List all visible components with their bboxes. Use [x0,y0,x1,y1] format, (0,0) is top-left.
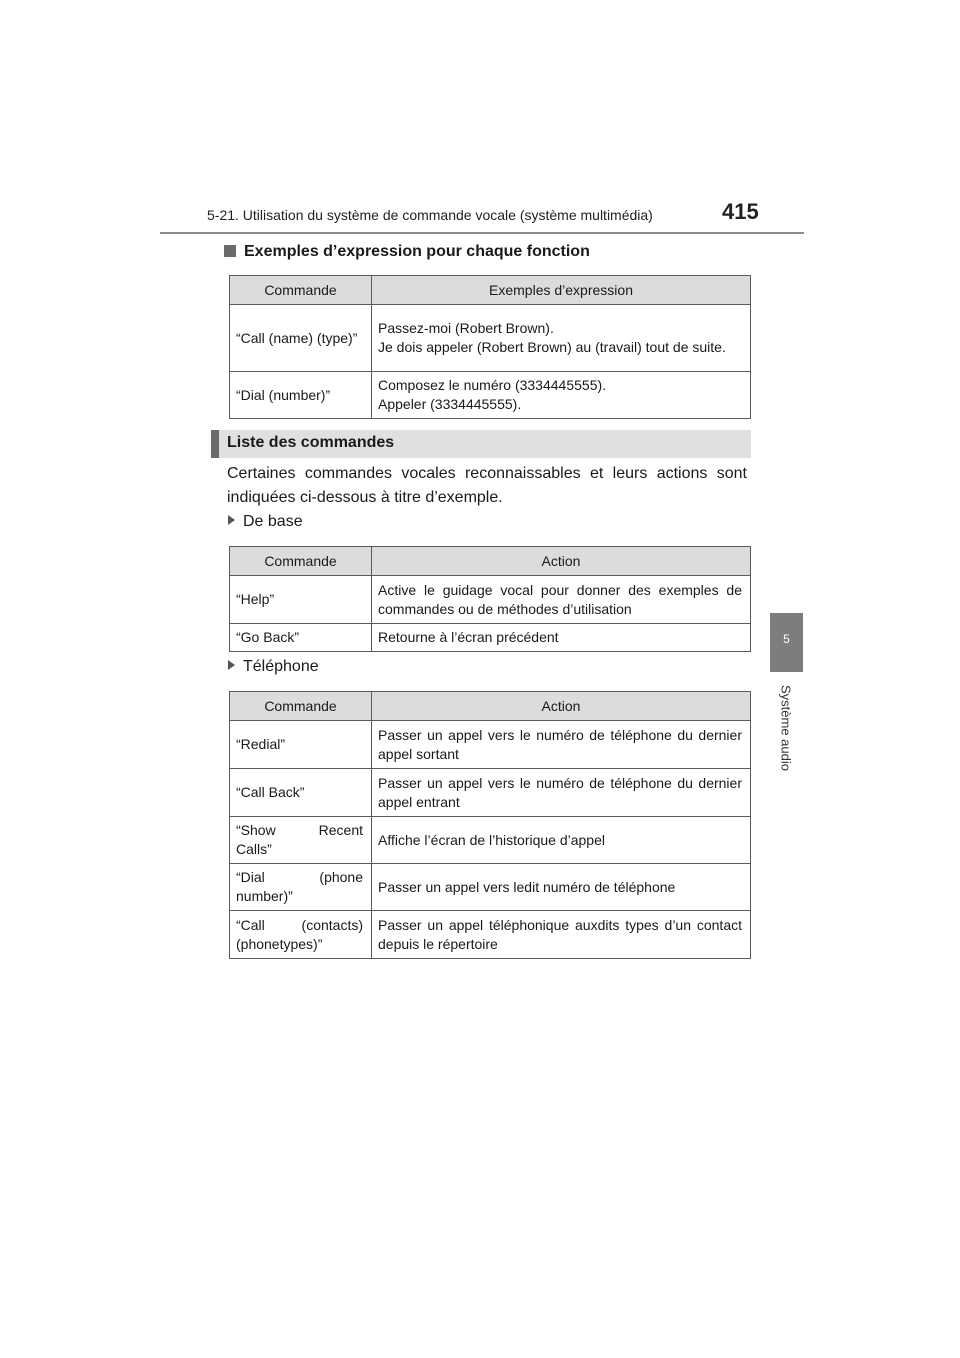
table-header-row [230,692,751,721]
table-row [230,769,751,817]
subsection-phone-label: Téléphone [243,658,319,675]
expression-examples-table [229,275,751,419]
table-header-row [230,547,751,576]
table-header-row [230,276,751,305]
header-rule [160,232,804,234]
command-cell: “Dial (number)” [230,372,372,419]
subsection-phone [228,658,319,676]
table-row [230,721,751,769]
action-cell: Retourne à l’écran précédent [372,624,751,652]
chapter-number: 5 [783,632,790,646]
example-line: Composez le numéro (3334445555). [378,377,607,393]
action-cell: Passer un appel téléphonique auxdits types d’un contact depuis le répertoire [372,911,751,959]
intro-paragraph: Certaines commandes vocales reconnaissables et leurs actions sont indiquées ci-dessous à titre d’exemple. [227,465,747,506]
action-cell: Affiche l’écran de l’historique d’appel [372,817,751,864]
basic-commands-table [229,546,751,652]
column-header-examples: Exemples d’expression [372,276,751,305]
command-cell: “Dial (phone number)” [230,864,372,911]
table-row [230,305,751,372]
page-number: 415 [722,199,759,224]
table-row [230,817,751,864]
command-cell: “Call Back” [230,769,372,817]
column-header-command: Commande [230,692,372,721]
triangle-bullet-icon [228,515,235,525]
example-cell [372,372,751,419]
square-bullet-icon [224,245,236,257]
example-line: Appeler (3334445555). [378,396,522,412]
command-cell: “Call (contacts) (phonetypes)” [230,911,372,959]
action-cell: Passer un appel vers ledit numéro de téléphone [372,864,751,911]
chapter-tab [770,613,803,672]
table-row [230,576,751,624]
column-header-action: Action [372,547,751,576]
table-row [230,864,751,911]
chapter-label: Système audio [778,685,794,771]
example-line: Passez-moi (Robert Brown). [378,320,554,336]
action-cell: Active le guidage vocal pour donner des exemples de commandes ou de méthodes d’utilisation [372,576,751,624]
section-heading [224,243,590,261]
example-line: Je dois appeler (Robert Brown) au (travail) tout de suite. [378,339,726,355]
banner-accent-bar [211,430,219,458]
command-cell: “Go Back” [230,624,372,652]
action-cell: Passer un appel vers le numéro de téléphone du dernier appel entrant [372,769,751,817]
section-banner [211,430,751,458]
column-header-command: Commande [230,276,372,305]
command-cell: “Show Recent Calls” [230,817,372,864]
subsection-basic-label: De base [243,513,303,530]
running-header-title: 5-21. Utilisation du système de commande vocale (système multimédia) [207,207,653,223]
table-row [230,911,751,959]
table-row [230,372,751,419]
column-header-command: Commande [230,547,372,576]
command-cell: “Help” [230,576,372,624]
triangle-bullet-icon [228,660,235,670]
banner-title: Liste des commandes [227,434,395,451]
example-cell [372,305,751,372]
action-cell: Passer un appel vers le numéro de téléphone du dernier appel sortant [372,721,751,769]
column-header-action: Action [372,692,751,721]
command-cell: “Call (name) (type)” [230,305,372,372]
subsection-basic [228,513,303,531]
section-heading-text: Exemples d’expression pour chaque fonction [244,243,590,260]
phone-commands-table [229,691,751,959]
table-row [230,624,751,652]
command-cell: “Redial” [230,721,372,769]
